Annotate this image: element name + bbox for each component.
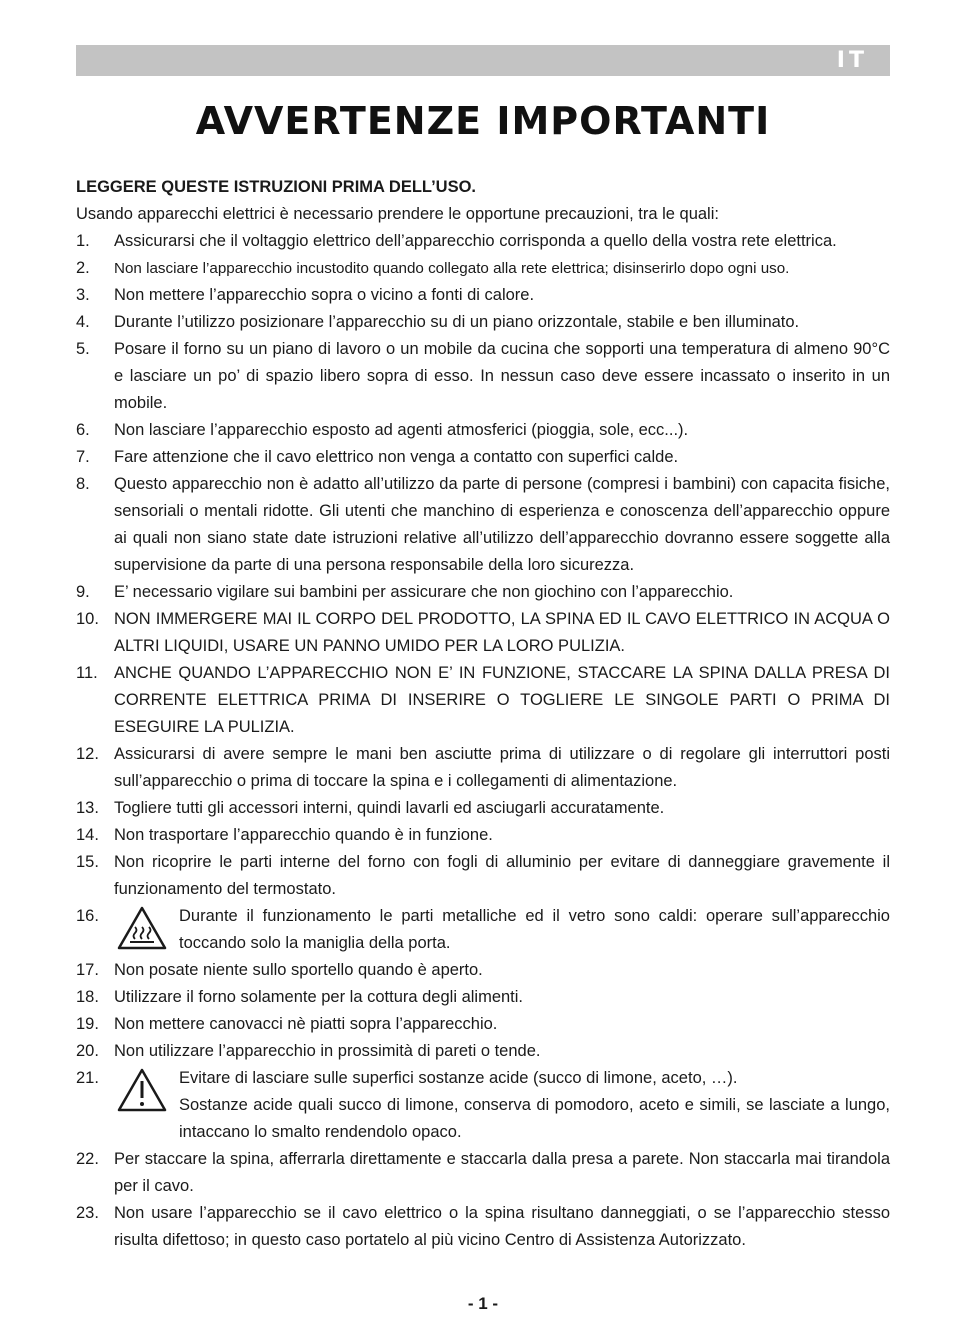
- document-body: [76, 174, 890, 1254]
- section-subtitle: LEGGERE QUESTE ISTRUZIONI PRIMA DELL’USO.: [76, 178, 477, 196]
- list-item: 23. Non usare l’apparecchio se il cavo elettrico o la spina risultano danneggiati, o se l’apparecchio stesso risulta difettoso; in questo caso portatelo al più vicino Centro di Assistenza Autorizzato.: [76, 1204, 890, 1249]
- list-item: 3. Non mettere l’apparecchio sopra o vicino a fonti di calore.: [76, 286, 535, 304]
- list-item: 4. Durante l’utilizzo posizionare l’apparecchio su di un piano orizzontale, stabile e ben illuminato.: [76, 313, 800, 331]
- list-item: 18. Utilizzare il forno solamente per la cottura degli alimenti.: [76, 988, 524, 1006]
- intro-text: Usando apparecchi elettrici è necessario prendere le opportune precauzioni, tra le quali:: [76, 205, 719, 223]
- list-item: 5. Posare il forno su un piano di lavoro o un mobile da cucina che sopporti una temperatura di almeno 90°C e lasciare un po’ di spazio libero sopra di esso. In nessun caso deve essere incassato o inserito in un mobile.: [76, 340, 890, 412]
- list-item: 12. Assicurarsi di avere sempre le mani ben asciutte prima di utilizzare o di regolare gli interruttori posti sull’apparecchio o prima di toccare la spina e i collegamenti di alimentazione.: [76, 745, 890, 790]
- list-item: 11. ANCHE QUANDO L’APPARECCHIO NON E’ IN FUNZIONE, STACCARE LA SPINA DALLA PRESA DI CORRENTE ELETTRICA PRIMA DI INSERIRE O TOGLIERE LE SINGOLE PARTI O PRIMA DI ESEGUIRE LA PULIZIA.: [76, 664, 890, 736]
- list-item: 16. Durante il funzionamento le parti metalliche ed il vetro sono caldi: operare sull’apparecchio toccando solo la maniglia della porta.: [76, 907, 890, 952]
- list-item: 17. Non posate niente sullo sportello quando è aperto.: [76, 961, 483, 979]
- caution-warning-icon: [116, 1067, 168, 1113]
- list-item: 10. NON IMMERGERE MAI IL CORPO DEL PRODOTTO, LA SPINA ED IL CAVO ELETTRICO IN ACQUA O ALTRI LIQUIDI, USARE UN PANNO UMIDO PER LA LORO PULIZIA.: [76, 610, 890, 655]
- list-item: 22. Per staccare la spina, afferrarla direttamente e staccarla dalla presa a parete. Non staccarla mai tirandola per il cavo.: [76, 1150, 890, 1195]
- list-item: 15. Non ricoprire le parti interne del forno con fogli di alluminio per evitare di danneggiare gravemente il funzionamento del termostato.: [76, 853, 890, 898]
- list-item: 20. Non utilizzare l’apparecchio in prossimità di pareti o tende.: [76, 1042, 541, 1060]
- list-item: 13. Togliere tutti gli accessori interni, quindi lavarli ed asciugarli accuratamente.: [76, 799, 665, 817]
- list-item: 8. Questo apparecchio non è adatto all’utilizzo da parte di persone (compresi i bambini) con capacita fisiche, sensoriali o mentali ridotte. Gli utenti che manchino di esperienza e conoscenza dell’apparecchio oppure ai quali non siano state date istruzioni relative all’utilizzo dell’apparecchio dovranno essere soggette alla supervisione da parte di una persona responsabile della loro sicurezza.: [76, 475, 890, 574]
- list-item: 19. Non mettere canovacci nè piatti sopra l’apparecchio.: [76, 1015, 498, 1033]
- page-title: AVVERTENZE IMPORTANTI: [195, 99, 771, 143]
- warnings-list: [76, 228, 890, 1254]
- page-number: - 1 -: [467, 1294, 499, 1313]
- list-item: 1. Assicurarsi che il voltaggio elettrico dell’apparecchio corrisponda a quello della vostra rete elettrica.: [76, 232, 837, 250]
- language-label: IT: [836, 48, 868, 73]
- header-bar: [76, 45, 890, 76]
- list-item: 21. Evitare di lasciare sulle superfici sostanze acide (succo di limone, aceto, …). Sostanze acide quali succo di limone, conserva di pomodoro, aceto e simili, se lasciate a lungo, intaccano lo smalto rendendolo opaco.: [76, 1069, 890, 1141]
- list-item: 6. Non lasciare l’apparecchio esposto ad agenti atmosferici (pioggia, sole, ecc...).: [76, 421, 689, 439]
- list-item: 14. Non trasportare l’apparecchio quando è in funzione.: [76, 826, 493, 844]
- list-item: 9. E’ necessario vigilare sui bambini per assicurare che non giochino con l’apparecchio.: [76, 583, 734, 601]
- list-item: 2. Non lasciare l’apparecchio incustodito quando collegato alla rete elettrica; disinserirlo dopo ogni uso.: [76, 259, 790, 277]
- hot-surface-warning-icon: [116, 905, 168, 951]
- list-item: 7. Fare attenzione che il cavo elettrico non venga a contatto con superfici calde.: [76, 448, 679, 466]
